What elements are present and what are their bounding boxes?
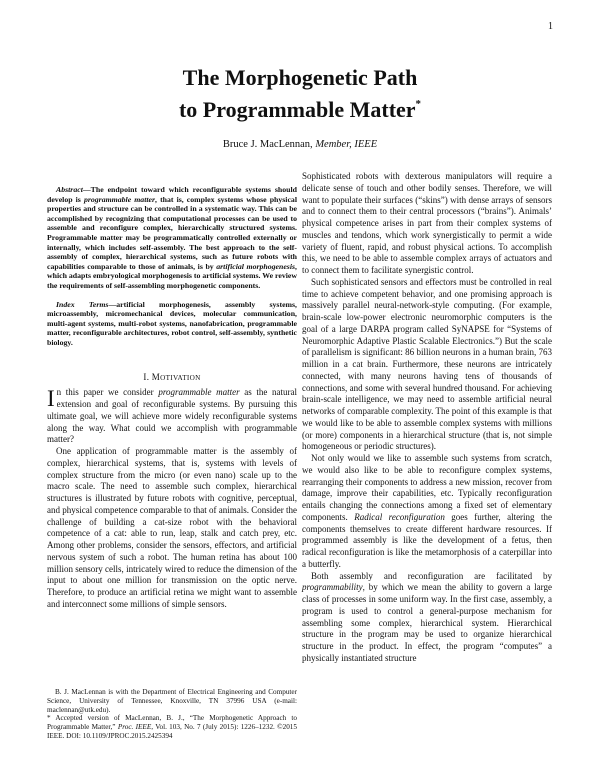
title-line-1: The Morphogenetic Path (182, 65, 418, 90)
citation-footnote: * Accepted version of MacLennan, B. J., “The Morphogenetic Approach to Programmable Matter,” Proc. IEEE, Vol. 103, No. 7 (July 2015): 1226–1232. ©2015 IEEE. DOI: 10.1109/JPROC.2015.2425394 (47, 714, 297, 740)
drop-cap: I (47, 386, 55, 412)
intro-paragraph: In this paper we consider programmable matter as the natural extension and goal of reconfigurable systems. By pursuing this ultimate goal, we will achieve more widely reconfigurable systems along the way. What could we accomplish with programmable matter? (47, 386, 297, 445)
abstract: Abstract—The endpoint toward which reconfigurable systems should develop is programmable matter, that is, complex systems whose physical properties and structure can be controlled in a systematic way. This can be accomplished by recognizing that computational processes can be used to assemble and reconfigure complex, hierarchically structured systems. Programmable matter may be programmatically controlled externally or internally, which includes self-assembly. The best approach to the self-assembly of complex, hierarchical systems, such as future robots with capabilities comparable to those of animals, is by artificial morphogenesis, which adapts embryological morphogenesis to artificial systems. We review the requirements of self-assembling morphogenetic components. (47, 185, 297, 290)
author-line (0, 139, 600, 150)
left-column (47, 171, 297, 611)
paper-title (0, 64, 600, 123)
page-number: 1 (548, 21, 553, 32)
abstract-label: Abstract (56, 185, 83, 194)
index-terms-label: Index Terms (56, 299, 109, 309)
body-paragraph: One application of programmable matter is the assembly of complex, hierarchical systems, that is, systems with levels of complex structure from the micro (or even nano) scale up to the macro scale. The need to assemble such complex, hierarchical structures is illustrated by future robots with cognitive, perceptual, and physical competence comparable to that of animals. Consider the challenge of building a cat-size robot with the behavioral competence of a cat: able to run, leap, stalk and catch prey, etc. Among other problems, consider the sensors, effectors, and artificial nervous system of such a robot. The human retina has about 100 million sensory cells, intricately wired to reduce the dimension of the input to about one million for transmission on the optic nerve. Therefore, to produce an artificial retina we might want to assemble and interconnect some millions of simple sensors. (47, 446, 297, 609)
author-footnote: B. J. MacLennan is with the Department of Electrical Engineering and Computer Science, University of Tennessee, Knoxville, TN 37996 USA (e-mail: maclennan@utk.edu). (47, 688, 297, 714)
body-paragraph: Sophisticated robots with dexterous manipulators will require a delicate sense of touch and other bodily senses. Therefore, we will want to populate their surfaces (“skins”) with dense arrays of sensors and to connect them to their central processors (“brains”). Animals’ physical competence arises in part from their complex systems of muscles and tendons, which work synergistically to permit a wide variety of fluent, rapid, and robust physical actions. To accomplish this, we need to be able to assemble complex arrays of actuators and to connect them to facilitate synergistic control. (302, 171, 552, 275)
index-terms: Index Terms—artificial morphogenesis, assembly systems, microassembly, micromechanical devices, molecular communication, multi-agent systems, multi-robot systems, nanofabrication, programmable matter, reconfigurable architectures, robot control, self-assembly, synthetic biology. (47, 299, 298, 347)
body-paragraph: Such sophisticated sensors and effectors must be controlled in real time to achieve competent behavior, and one promising approach is massively parallel neural-network-style computing. (For example, brain-scale low-power electronic neuromorphic computers is the goal of a large DARPA program called SyNAPSE for “Systems of Neuromorphic Adaptive Plastic Scalable Electronics.”) But the scale of parallelism is significant: 86 billion neurons in a human brain, 763 million in a cat brain. Furthermore, these neurons are intricately connected, with many neurons having tens of thousands of connections, and some with several hundred thousand. For achieving brain-scale intelligence, we may need to assemble artificial neural networks of comparable complexity. The point of this example is that we would like to be able to assemble complex systems with millions (or more) components in a hierarchical structure (that is, not simple homogeneous or periodic structures). (302, 276, 552, 452)
title-footnote-mark: * (415, 98, 422, 110)
right-column (302, 171, 552, 665)
footnote (47, 688, 297, 741)
body-paragraph: Both assembly and reconfiguration are facilitated by programmability, by which we mean the ability to govern a large class of processes in some uniform way. In the first case, assembly, a program is used to control a general-purpose mechanism for assembling some complex, hierarchical system. Hierarchical structure in the program may be used to organize hierarchical structure in the product. In effect, the program “computes” a physically instantiated structure (302, 570, 552, 663)
title-line-2 (0, 91, 600, 123)
body-paragraph: Not only would we like to assemble such systems from scratch, we would also like to be able to reconfigure complex systems, rearranging their components to address a new mission, recover from damage, improve their capabilities, etc. Typically reconfiguration entails changing the connections among a fixed set of elementary components. Radical reconfiguration goes further, altering the components themselves to create different hardware resources. If programmed assembly is like the development of a fetus, then radical reconfiguration is like the metamorphosis of a caterpillar into a butterfly. (302, 453, 553, 569)
author-affiliation: Member, IEEE (315, 139, 378, 150)
author-name: Bruce J. MacLennan, (222, 139, 316, 150)
title-line-2-text: to Programmable Matter (178, 97, 416, 122)
section-heading: I. MOTIVATION (143, 371, 201, 382)
